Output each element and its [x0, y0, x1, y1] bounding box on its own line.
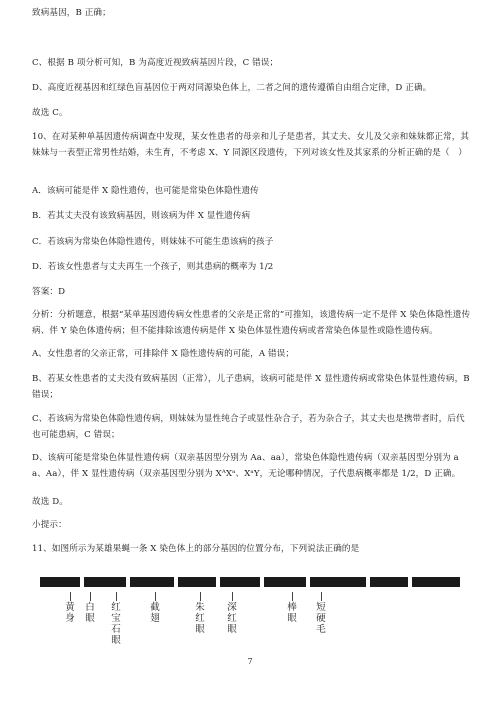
gene-label: 红宝石眼 — [111, 602, 121, 646]
gene-label: 截翅 — [150, 602, 160, 624]
line-option-c-explain: C、根据 B 项分析可知，B 为高度近视致病基因片段，C 错误； — [32, 58, 279, 68]
gene-tick — [155, 592, 156, 601]
explain-a: A、女性患者的父亲正常，可排除伴 X 隐性遗传病的可能，A 错误； — [32, 349, 295, 359]
gene-label: 短硬毛 — [316, 602, 326, 635]
answer-line: 答案：D — [32, 287, 66, 297]
choice-line: 故选 C。 — [32, 108, 68, 118]
question-11: 11、如图所示为某雄果蝇一条 X 染色体上的部分基因的位置分布，下列说法正确的是 — [32, 544, 360, 554]
option-c: C．若该病为常染色体隐性遗传，则妹妹不可能生患该病的孩子 — [32, 237, 274, 247]
conclusion-line: 故选 D。 — [32, 497, 68, 507]
option-b: B．若其丈夫没有该致病基因，则该病为伴 X 显性遗传病 — [32, 211, 251, 221]
chromosome-segment — [370, 577, 408, 587]
explain-c: C、若该病为常染色体隐性遗传病，则妹妹为显性纯合子或显性杂合子，若为杂合子，其丈夫也是携带者时，后代也可能患病，C 错误； — [32, 414, 465, 440]
tip-line: 小提示： — [32, 520, 67, 530]
chromosome-segment — [310, 577, 366, 587]
x-chromosome-figure — [40, 572, 460, 592]
gene-tick — [321, 592, 322, 601]
gene-label: 深红眼 — [227, 602, 237, 635]
analysis-paragraph: 分析：分析题意，根据“某单基因遗传病女性患者的父亲是正常的”可推知，该遗传病一定不是伴 X 染色体隐性遗传病、伴 Y 染色体遗传病；但不能排除该遗传病是伴 X 染色体显性遗传病或者常染色体显性或隐性遗传病。 — [32, 310, 471, 336]
chromosome-segment — [220, 577, 260, 587]
explain-d: D、该病可能是常染色体显性遗传病（双亲基因型分别为 Aa、aa），常染色体隐性遗传病（双亲基因型分别为 aa、Aa），伴 X 显性遗传病（双亲基因型分别为 XᴬXᵃ、XᵃY，无论哪种情况，子代患病概率都是 1/2，D 正确。 — [32, 453, 461, 479]
line-1: 致病基因，B 正确； — [32, 8, 111, 18]
explain-b: B、若某女性患者的丈夫没有致病基因（正常），儿子患病，该病可能是伴 X 显性遗传病或常染色体显性遗传病，B 错误； — [32, 374, 470, 400]
chromosome-segment — [264, 577, 306, 587]
page-number: 7 — [247, 657, 253, 666]
gene-label: 白眼 — [85, 602, 95, 624]
gene-tick — [90, 592, 91, 601]
option-a: A．该病可能是伴 X 隐性遗传，也可能是常染色体隐性遗传 — [32, 186, 259, 196]
chromosome-segment — [178, 577, 216, 587]
gene-label: 朱红眼 — [195, 602, 205, 635]
gene-tick — [292, 592, 293, 601]
gene-tick — [70, 592, 71, 601]
chromosome-segment — [84, 577, 126, 587]
gene-label: 棒眼 — [287, 602, 297, 624]
question-10: 10、在对某种单基因遗传病调查中发现，某女性患者的母亲和儿子是患者，其丈夫、女儿及父亲和妹妹都正常，其妹妹与一表型正常男性结婚，未生育，不考虑 X、Y 同源区段遗传，下列对该女性及其家系的分析正确的是（ ） — [32, 132, 470, 158]
gene-tick — [116, 592, 117, 601]
chromosome-segment — [40, 577, 80, 587]
gene-label: 黄身 — [65, 602, 75, 624]
chromosome-segment — [130, 577, 174, 587]
line-option-d-explain: D、高度近视基因和红绿色盲基因位于两对同源染色体上，二者之间的遗传遵循自由组合定律，D 正确。 — [32, 83, 432, 93]
gene-tick — [232, 592, 233, 601]
chromosome-segment — [412, 577, 460, 587]
option-d: D．若该女性患者与丈夫再生一个孩子，则其患病的概率为 1/2 — [32, 262, 274, 272]
gene-tick — [200, 592, 201, 601]
